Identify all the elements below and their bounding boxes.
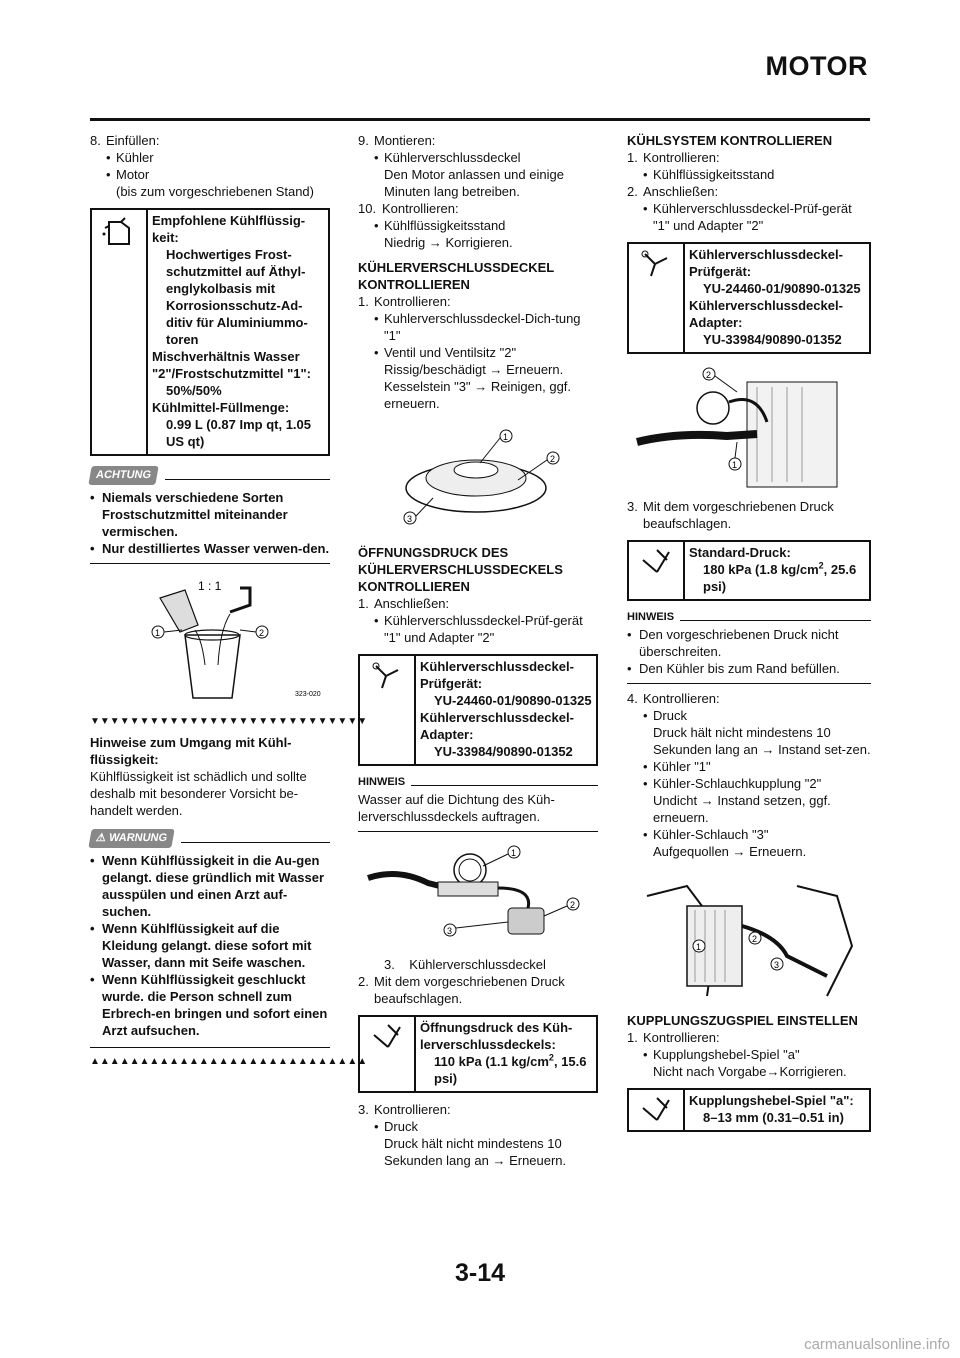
svg-text:1: 1 xyxy=(155,628,161,638)
section-heading: ÖFFNUNGSDRUCK DES KÜHLERVERSCHLUSSDECKELS KONTROLLIEREN xyxy=(358,545,563,594)
list-item: • Kupplungshebel-Spiel "a" xyxy=(627,1046,871,1063)
list-item: • Den Kühler bis zum Rand befüllen. xyxy=(627,660,871,677)
spec-label: Kühlerverschlussdeckel-Prüfgerät: xyxy=(420,659,574,691)
divider xyxy=(90,1047,330,1048)
step-note: Rissig/beschädigt → Erneuern. Kesselstein "3" → Reinigen, ggf. erneuern. xyxy=(384,362,572,411)
spec-value: 110 kPa (1.1 $kg/cm^2$, 15.6 psi) xyxy=(434,1052,587,1086)
list-item: • Kühler-Schlauchkupplung "2" xyxy=(627,775,871,792)
hinweise-text: Kühlflüssigkeit ist schädlich und sollte deshalb mit besonderer Vorsicht be-handelt werden. xyxy=(90,769,307,818)
list-item: • Kuhlerverschlussdeckel-Dich-tung "1" xyxy=(358,310,598,344)
caution-end-marker: ▲▲▲▲▲▲▲▲▲▲▲▲▲▲▲▲▲▲▲▲▲▲▲▲▲▲▲▲ xyxy=(90,1056,368,1067)
list-item: • Niemals verschiedene Sorten Frostschutzmittel miteinander vermischen. xyxy=(90,489,330,540)
step-8-note: (bis zum vorgeschriebenen Stand) xyxy=(116,184,314,199)
tool-icon xyxy=(360,656,416,764)
spec-value: YU-24460-01/90890-01325 xyxy=(703,281,861,296)
hinweis-header: HINWEIS xyxy=(358,774,598,791)
step-note: Nicht nach Vorgabe→Korrigieren. xyxy=(653,1064,847,1079)
svg-text:3: 3 xyxy=(447,926,453,936)
figure-caption: 3. Kühlerverschlussdeckel xyxy=(384,957,546,972)
list-item: • Kühler "1" xyxy=(627,758,871,775)
spec-value: Hochwertiges Frost-schutzmittel auf Äthyl-englykolbasis mit Korrosionsschutz-Ad-ditiv für Aluminiummo-toren xyxy=(166,247,308,347)
svg-text:2: 2 xyxy=(550,454,556,464)
list-item: • Kühlerverschlussdeckel-Prüf-gerät "1" und Adapter "2" xyxy=(627,200,871,234)
spec-box-opening-pressure xyxy=(358,1015,598,1093)
step-note: Druck hält nicht mindestens 10 Sekunden lang an → Erneuern. xyxy=(384,1136,567,1168)
step-10-title: Kontrollieren: xyxy=(382,201,459,216)
spec-label: Empfohlene Kühlflüssig-keit: xyxy=(152,213,306,245)
spec-value: 180 kPa (1.8 $kg/cm^2$, 25.6 psi) xyxy=(703,560,857,594)
divider xyxy=(358,831,598,832)
svg-text:1: 1 xyxy=(503,432,509,442)
tool-icon xyxy=(629,244,685,352)
svg-text:2: 2 xyxy=(706,370,712,380)
step-note: Undicht → Instand setzen, ggf. erneuern. xyxy=(653,793,831,825)
coolant-can-icon xyxy=(92,210,148,454)
list-item: • Den vorgeschriebenen Druck nicht überschreiten. xyxy=(627,626,871,660)
list-item: • Kühlflüssigkeitsstand xyxy=(358,217,598,234)
spec-value: 8–13 mm (0.31–0.51 in) xyxy=(703,1110,844,1125)
list-item: • Nur destilliertes Wasser verwen-den. xyxy=(90,540,330,557)
spec-label: Kühlmittel-Füllmenge: xyxy=(152,400,290,415)
step-note: Druck hält nicht mindestens 10 Sekunden lang an → Instand set-zen. xyxy=(653,725,871,757)
spec-label: Kupplungshebel-Spiel "a": xyxy=(689,1093,854,1108)
step-9-title: Montieren: xyxy=(374,133,436,148)
svg-text:2: 2 xyxy=(752,934,758,944)
figure-pressure-tester xyxy=(358,838,598,950)
svg-text:3: 3 xyxy=(774,960,780,970)
list-item: • Kühlflüssigkeitsstand xyxy=(627,166,871,183)
achtung-badge: ACHTUNG xyxy=(88,466,158,485)
spec-box-tester xyxy=(358,654,598,766)
spec-value: 0.99 L (0.87 Imp qt, 1.05 US qt) xyxy=(166,417,311,449)
section-heading: KÜHLSYSTEM KONTROLLIEREN xyxy=(627,133,833,148)
column-2: 9. Montieren: • Kühlerverschlussdeckel Den Motor anlassen und einige Minuten lang betreiben. 10. Kontrollieren: • Kühlflüssigkeitsstand Niedrig → Korrigieren. KÜHLERVERSCHLUSSDECKEL KONTROLLIEREN 1. Kontrollieren: • Kuhlerverschlussdeckel-Dich-tung "1" • Ventil und Ventilsitz "2" Rissig/beschädigt → Erneuern. Kesselstein "3" → Reinigen, ggf. erneuern. 1 2 3 ÖFFNUNGSDRUCK DES KÜHLERVERSCHLUSSDECKELS KONTROLLIEREN 1. Anschließen: • Kühlerverschlussdeckel-Prüf-gerät "1" und Adapter "2" Kühlerverschlussdeckel-Prüfgerät: YU-24460-01/90890-01325 Kühlerverschlussdeckel-Adapter: YU-33984/90890-01352 HINWEIS Wasser auf die Dichtung des Küh-lerverschlussdeckels auftragen. 1 2 3 3. Kühlerverschlussdeckel 2. Mit dem vorgeschriebenen Druck beaufschlagen. Öffnungsdruck des Küh-lerverschlussdeckels: 110 kPa (1.1 $kg/cm^2$, 15.6 psi) 3. Kontrollieren: • Druck Druck hält nicht mindestens 10 Sekunden lang an → Erneuern. xyxy=(358,132,598,1169)
warnung-badge: ⚠ WARNUNG xyxy=(88,829,174,848)
list-item: • Kühlerverschlussdeckel-Prüf-gerät "1" und Adapter "2" xyxy=(358,612,598,646)
hinweis-header: HINWEIS xyxy=(627,609,871,626)
step-note: Den Motor anlassen und einige Minuten lang betreiben. xyxy=(384,167,564,199)
list-item: • Kühler-Schlauch "3" xyxy=(627,826,871,843)
svg-text:1: 1 xyxy=(732,460,738,470)
warnung-header xyxy=(90,829,330,848)
svg-text:1: 1 xyxy=(511,848,517,858)
svg-text:323-020: 323-020 xyxy=(295,691,321,698)
wrench-icon xyxy=(629,1090,685,1130)
list-item: • Druck xyxy=(358,1118,598,1135)
watermark: carmanualsonline.info xyxy=(804,1336,950,1353)
spec-label: Öffnungsdruck des Küh-lerverschlussdeckels: xyxy=(420,1020,573,1052)
step-8: 8. Einfüllen: xyxy=(90,133,160,148)
svg-text:1: 1 xyxy=(696,942,702,952)
section-heading: KÜHLERVERSCHLUSSDECKEL KONTROLLIEREN xyxy=(358,260,554,292)
spec-box-clutch-play xyxy=(627,1088,871,1132)
page-title: MOTOR xyxy=(765,51,868,81)
column-3: KÜHLSYSTEM KONTROLLIEREN 1. Kontrollieren: • Kühlflüssigkeitsstand 2. Anschließen: • Kühlerverschlussdeckel-Prüf-gerät "1" und Adapter "2" Kühlerverschlussdeckel-Prüfgerät: YU-24460-01/90890-01325 Kühlerverschlussdeckel-Adapter: YU-33984/90890-01352 2 1 3. Mit dem vorgeschriebenen Druck beaufschlagen. Standard-Druck: 180 kPa (1.8 $kg/cm^2$, 25.6 psi) HINWEIS • Den vorgeschriebenen Druck nicht überschreiten. • Den Kühler bis zum Rand befüllen. 4. Kontrollieren: • Druck Druck hält nicht mindestens 10 Sekunden lang an → Instand set-zen. • Kühler "1" • Kühler-Schlauchkupplung "2" Undicht → Instand setzen, ggf. erneuern. • Kühler-Schlauch "3" Aufgequollen → Erneuern. 1 2 3 KUPPLUNGSZUGSPIEL EINSTELLEN 1. Kontrollieren: • Kupplungshebel-Spiel "a" Nicht nach Vorgabe→Korrigieren. Kupplungshebel-Spiel "a": 8–13 mm (0.31–0.51 in) xyxy=(627,132,871,1140)
list-item: • Ventil und Ventilsitz "2" xyxy=(358,344,598,361)
spec-box-coolant xyxy=(90,208,330,456)
list-item: • Wenn Kühlflüssigkeit auf die Kleidung gelangt. diese sofort mit Wasser, dann mit Seife waschen. xyxy=(90,920,330,971)
step-note: Niedrig → Korrigieren. xyxy=(384,235,513,250)
wrench-icon xyxy=(629,542,685,599)
spec-box-tester xyxy=(627,242,871,354)
list-item: • Wenn Kühlflüssigkeit in die Au-gen gelangt. diese gründlich mit Wasser ausspülen und einen Arzt auf-suchen. xyxy=(90,852,330,920)
column-1 xyxy=(90,132,368,1068)
spec-value: 50%/50% xyxy=(166,383,222,398)
divider xyxy=(90,563,330,564)
page-number: 3-14 xyxy=(454,1259,506,1287)
spec-value: YU-24460-01/90890-01325 xyxy=(434,693,592,708)
spec-value: YU-33984/90890-01352 xyxy=(434,744,573,759)
spec-box-standard-pressure xyxy=(627,540,871,601)
hinweise-title: Hinweise zum Umgang mit Kühl-flüssigkeit: xyxy=(90,735,292,767)
svg-text:2: 2 xyxy=(259,628,265,638)
spec-label: Kühlerverschlussdeckel-Prüfgerät: xyxy=(689,247,843,279)
spec-label: Standard-Druck: xyxy=(689,545,791,560)
wrench-icon xyxy=(360,1017,416,1091)
spec-label: Kühlerverschlussdeckel-Adapter: xyxy=(689,298,843,330)
divider xyxy=(627,683,871,684)
list-item: • Motor xyxy=(90,166,330,183)
spec-value: YU-33984/90890-01352 xyxy=(703,332,842,347)
list-item: • Druck xyxy=(627,707,871,724)
figure-system-test xyxy=(627,362,871,492)
list-item: • Wenn Kühlflüssigkeit geschluckt wurde. die Person schnell zum Erbrech-en bringen und sofort einen Arzt aufsuchen. xyxy=(90,971,330,1039)
figure-mixing xyxy=(90,570,330,710)
spec-label: Mischverhältnis Wasser "2"/Frostschutzmittel "1": xyxy=(152,349,312,381)
section-heading: KUPPLUNGSZUGSPIEL EINSTELLEN xyxy=(627,1013,858,1028)
hinweis-text: Wasser auf die Dichtung des Küh-lerverschlussdeckels auftragen. xyxy=(358,792,555,824)
svg-text:3: 3 xyxy=(407,514,413,524)
spec-label: Kühlerverschlussdeckel-Adapter: xyxy=(420,710,574,742)
step-note: Aufgequollen → Erneuern. xyxy=(653,844,807,859)
list-item: • Kühler xyxy=(90,149,330,166)
figure-radiator xyxy=(627,866,871,1006)
svg-text:2: 2 xyxy=(570,900,576,910)
achtung-header xyxy=(90,466,330,485)
figure-radiator-cap xyxy=(358,418,598,538)
ratio-label: 1 : 1 xyxy=(198,579,222,593)
caution-start-marker: ▼▼▼▼▼▼▼▼▼▼▼▼▼▼▼▼▼▼▼▼▼▼▼▼▼▼▼▼ xyxy=(90,716,368,727)
list-item: • Kühlerverschlussdeckel xyxy=(358,149,598,166)
header-rule xyxy=(90,118,870,121)
